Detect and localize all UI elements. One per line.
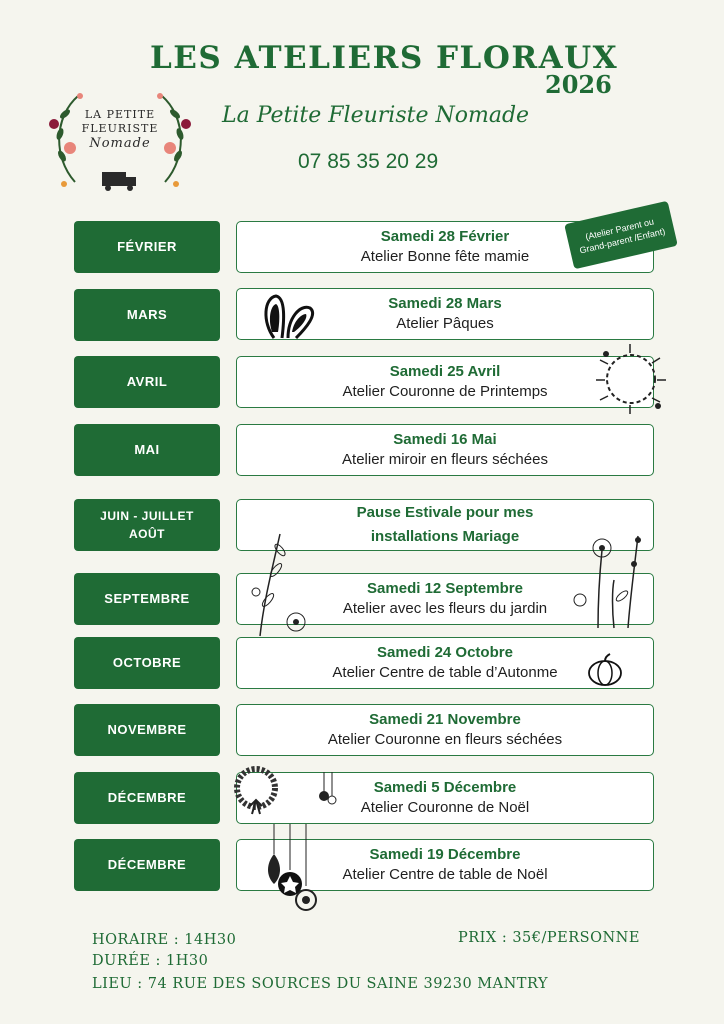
wildflower-branch-icon xyxy=(238,530,318,640)
month-label-decembre-2: DÉCEMBRE xyxy=(74,839,220,891)
small-ornament-icon xyxy=(314,772,342,808)
logo-line-3: Nomade xyxy=(89,136,151,151)
logo-line-2: FLEURISTE xyxy=(81,122,159,135)
month-label-decembre-1: DÉCEMBRE xyxy=(74,772,220,824)
workshop-title: Atelier Centre de table d’Autonme xyxy=(332,664,558,681)
workshop-date: Samedi 12 Septembre xyxy=(367,580,523,597)
workshop-date: Samedi 25 Avril xyxy=(389,363,501,380)
christmas-wreath-icon xyxy=(228,762,284,818)
workshop-card xyxy=(236,704,654,756)
workshop-date: Samedi 24 Octobre xyxy=(377,644,513,661)
workshop-date: Samedi 16 Mai xyxy=(393,431,497,448)
workshop-title: Atelier Couronne de Printemps xyxy=(342,383,548,400)
workshop-date: Samedi 21 Novembre xyxy=(369,711,521,728)
bunny-ears-icon xyxy=(260,292,320,342)
workshop-date: Pause Estivale pour mes xyxy=(356,504,534,521)
schedule-time: HORAIRE : 14H30 xyxy=(92,932,237,948)
workshop-title: Atelier Couronne en fleurs séchées xyxy=(327,731,563,748)
year-label: 2026 xyxy=(545,70,612,99)
workshop-title: Atelier Bonne fête mamie xyxy=(360,248,530,265)
location-address: LIEU : 74 RUE DES SOURCES DU SAINE 39230 MANTRY xyxy=(92,976,549,992)
workshop-title: Atelier Couronne de Noël xyxy=(360,799,530,816)
duration: DURÉE : 1H30 xyxy=(92,953,209,969)
workshop-card xyxy=(236,772,654,824)
month-label-mai: MAI xyxy=(74,424,220,476)
month-label-octobre: OCTOBRE xyxy=(74,637,220,689)
logo xyxy=(40,86,200,198)
logo-line-1: LA PETITE xyxy=(84,108,156,121)
price: PRIX : 35€/PERSONNE xyxy=(458,930,640,946)
month-label-septembre: SEPTEMBRE xyxy=(74,573,220,625)
workshop-title: Atelier Centre de table de Noël xyxy=(342,866,548,883)
phone-number: 07 85 35 20 29 xyxy=(298,150,439,173)
month-label-ete: JUIN - JUILLET AOÛT xyxy=(74,499,220,551)
month-label-avril: AVRIL xyxy=(74,356,220,408)
workshop-date: Samedi 28 Février xyxy=(380,228,510,245)
garden-flowers-icon xyxy=(568,530,652,630)
month-label-fevrier: FÉVRIER xyxy=(74,221,220,273)
month-label-mars: MARS xyxy=(74,289,220,341)
business-name: La Petite Fleuriste Nomade xyxy=(222,103,530,128)
workshop-title: installations Mariage xyxy=(370,528,520,545)
hanging-ornaments-icon xyxy=(264,824,320,916)
spring-wreath-icon xyxy=(590,340,672,418)
workshop-title: Atelier avec les fleurs du jardin xyxy=(342,600,548,617)
workshop-date: Samedi 19 Décembre xyxy=(369,846,521,863)
page-title: LES ATELIERS FLORAUX xyxy=(150,40,619,76)
month-label-novembre: NOVEMBRE xyxy=(74,704,220,756)
workshop-date: Samedi 5 Décembre xyxy=(373,779,517,796)
workshop-title: Atelier Pâques xyxy=(396,315,494,332)
workshop-date: Samedi 28 Mars xyxy=(388,295,502,312)
workshop-title: Atelier miroir en fleurs séchées xyxy=(342,451,548,468)
parent-child-badge: (Atelier Parent ou Grand-parent /Enfant) xyxy=(564,201,678,270)
pumpkin-icon xyxy=(586,652,624,688)
workshop-card xyxy=(236,424,654,476)
